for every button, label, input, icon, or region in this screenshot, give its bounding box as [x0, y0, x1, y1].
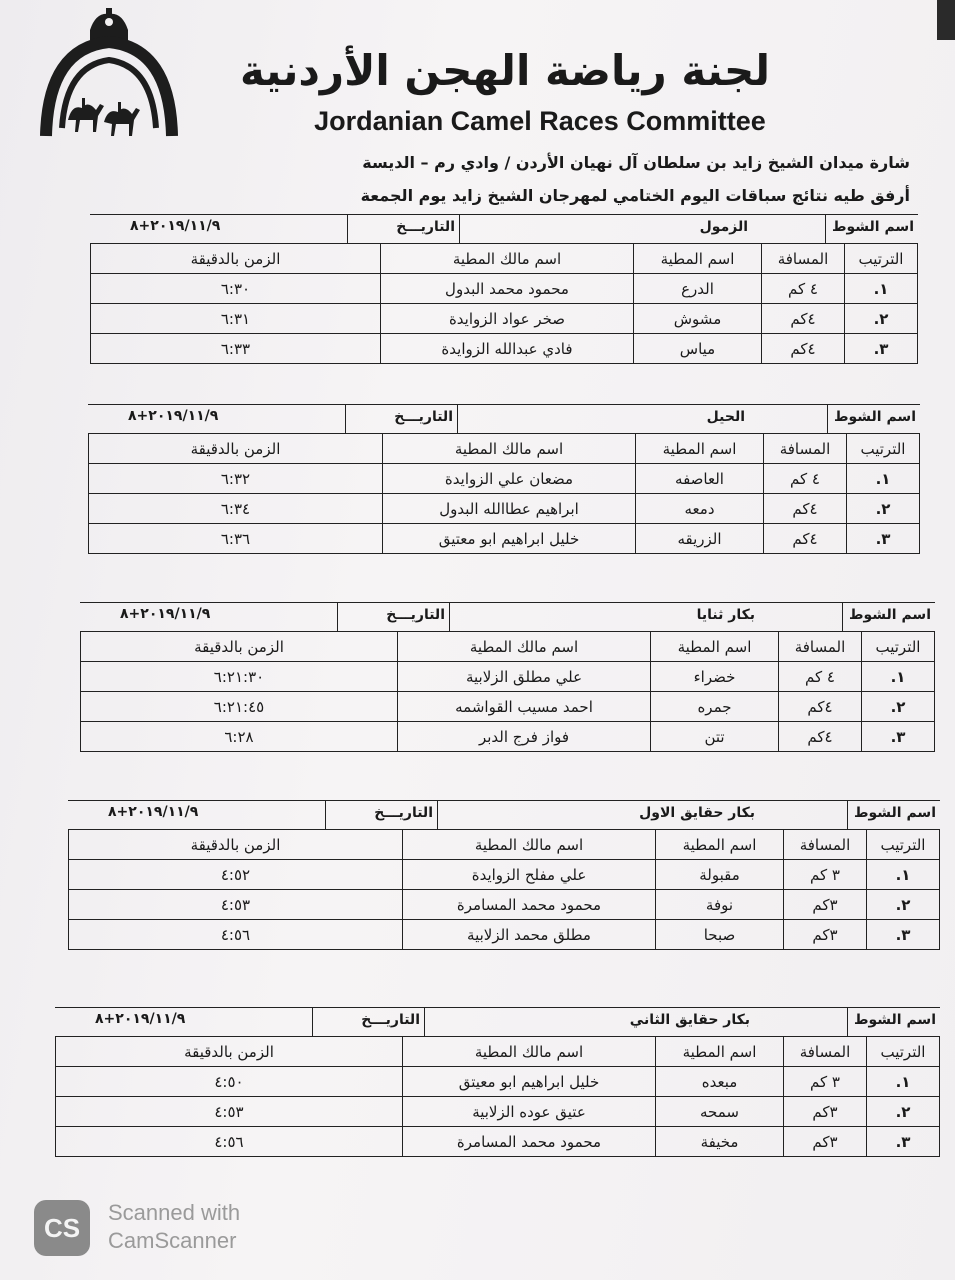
owner-name-cell: محمود محمد المسامرة: [403, 890, 656, 920]
time-cell: ٤:٥٢: [69, 860, 403, 890]
race-name-label: اسم الشوط: [833, 409, 916, 425]
camscanner-watermark: [34, 1198, 274, 1258]
col-time-header: الزمن بالدقيقة: [91, 244, 381, 274]
owner-name-cell: خليل ابراهيم ابو معيتق: [403, 1067, 656, 1097]
col-time-header: الزمن بالدقيقة: [89, 434, 383, 464]
divider: [847, 1008, 848, 1036]
camel-name-cell: مبعده: [656, 1067, 784, 1097]
distance-cell: ٤كم: [762, 304, 845, 334]
rank-cell: ٣.: [862, 722, 935, 752]
time-cell: ٦:٣٣: [91, 334, 381, 364]
race-header-bar: [55, 1007, 940, 1036]
table-header-row: [56, 1037, 940, 1067]
camel-name-cell: جمره: [651, 692, 779, 722]
col-camel-header: اسم المطية: [656, 1037, 784, 1067]
table-row: [56, 1067, 940, 1097]
table-row: [89, 524, 920, 554]
rank-cell: ١.: [845, 274, 918, 304]
col-owner-header: اسم مالك المطية: [403, 1037, 656, 1067]
race-header-bar: [90, 214, 918, 243]
distance-cell: ٣ كم: [784, 1067, 867, 1097]
col-rank-header: الترتيب: [867, 830, 940, 860]
distance-cell: ٤كم: [762, 334, 845, 364]
time-cell: ٤:٥٦: [56, 1127, 403, 1157]
intro-line-2: أرفق طيه نتائج سباقات اليوم الختامي لمهرجان الشيخ زايد يوم الجمعة: [360, 186, 910, 205]
time-cell: ٦:٣١: [91, 304, 381, 334]
owner-name-cell: فواز فرج الدبر: [398, 722, 651, 752]
race-block: [80, 602, 935, 752]
table-row: [89, 494, 920, 524]
col-rank-header: الترتيب: [845, 244, 918, 274]
rank-cell: ٢.: [847, 494, 920, 524]
committee-title-english: Jordanian Camel Races Committee: [314, 106, 766, 136]
col-time-header: الزمن بالدقيقة: [69, 830, 403, 860]
committee-title-arabic: لجنة رياضة الهجن الأردنية: [239, 46, 771, 95]
owner-name-cell: محمود محمد البدول: [381, 274, 634, 304]
date-label: التاريـــخ: [374, 805, 433, 821]
camel-name-cell: مقبولة: [656, 860, 784, 890]
divider: [312, 1008, 313, 1036]
race-block: [88, 404, 920, 554]
col-owner-header: اسم مالك المطية: [398, 632, 651, 662]
camel-name-cell: العاصفه: [636, 464, 764, 494]
distance-cell: ٤ كم: [764, 464, 847, 494]
owner-name-cell: خليل ابراهيم ابو معتيق: [383, 524, 636, 554]
distance-cell: ٤ كم: [762, 274, 845, 304]
time-cell: ٦:٢٨: [81, 722, 398, 752]
camel-name-cell: الزريقه: [636, 524, 764, 554]
rank-cell: ٣.: [847, 524, 920, 554]
col-distance-header: المسافة: [784, 1037, 867, 1067]
divider: [847, 801, 848, 829]
table-row: [81, 692, 935, 722]
table-header-row: [89, 434, 920, 464]
owner-name-cell: مضعان علي الزوايدة: [383, 464, 636, 494]
col-rank-header: الترتيب: [867, 1037, 940, 1067]
race-block: [68, 800, 940, 950]
table-row: [69, 920, 940, 950]
time-cell: ٦:٣٤: [89, 494, 383, 524]
distance-cell: ٤كم: [779, 692, 862, 722]
race-name: الزمول: [699, 219, 748, 235]
time-cell: ٤:٥٣: [69, 890, 403, 920]
col-camel-header: اسم المطية: [651, 632, 779, 662]
distance-cell: ٣كم: [784, 920, 867, 950]
col-camel-header: اسم المطية: [634, 244, 762, 274]
race-name-label: اسم الشوط: [831, 219, 914, 235]
rank-cell: ٣.: [867, 1127, 940, 1157]
race-block: [90, 214, 918, 364]
race-name: الحيل: [706, 409, 745, 425]
owner-name-cell: صخر عواد الزوايدة: [381, 304, 634, 334]
divider: [842, 603, 843, 631]
camel-name-cell: نوفة: [656, 890, 784, 920]
table-row: [56, 1127, 940, 1157]
race-name-label: اسم الشوط: [853, 805, 936, 821]
watermark-line-2: CamScanner: [108, 1228, 237, 1253]
table-row: [56, 1097, 940, 1127]
date-label: التاريـــخ: [394, 409, 453, 425]
divider: [424, 1008, 425, 1036]
time-cell: ٤:٥٦: [69, 920, 403, 950]
camel-name-cell: مياس: [634, 334, 762, 364]
col-distance-header: المسافة: [764, 434, 847, 464]
race-header-bar: [80, 602, 935, 631]
divider: [459, 215, 460, 243]
table-row: [91, 334, 918, 364]
rank-cell: ٣.: [867, 920, 940, 950]
table-header-row: [81, 632, 935, 662]
rank-cell: ٢.: [862, 692, 935, 722]
date-label: التاريـــخ: [386, 607, 445, 623]
rank-cell: ١.: [862, 662, 935, 692]
rank-cell: ٢.: [867, 1097, 940, 1127]
rank-cell: ٣.: [845, 334, 918, 364]
distance-cell: ٤كم: [764, 524, 847, 554]
divider: [437, 801, 438, 829]
distance-cell: ٣كم: [784, 1127, 867, 1157]
col-distance-header: المسافة: [762, 244, 845, 274]
table-row: [69, 860, 940, 890]
distance-cell: ٤كم: [779, 722, 862, 752]
owner-name-cell: مطلق محمد الزلابية: [403, 920, 656, 950]
camscanner-logo-icon: CS: [34, 1200, 90, 1256]
race-name-label: اسم الشوط: [853, 1012, 936, 1028]
col-owner-header: اسم مالك المطية: [403, 830, 656, 860]
race-date: ٢٠١٩/١١/٩+٨: [108, 804, 199, 820]
owner-name-cell: علي مفلح الزوايدة: [403, 860, 656, 890]
race-name: بكار ثنايا: [696, 607, 755, 623]
owner-name-cell: ابراهيم عطاالله البدول: [383, 494, 636, 524]
distance-cell: ٣ كم: [784, 860, 867, 890]
camel-name-cell: الدرع: [634, 274, 762, 304]
letterhead: [30, 8, 920, 148]
camel-name-cell: دمعه: [636, 494, 764, 524]
distance-cell: ٤ كم: [779, 662, 862, 692]
race-name-label: اسم الشوط: [848, 607, 931, 623]
time-cell: ٦:٣٢: [89, 464, 383, 494]
divider: [825, 215, 826, 243]
race-name: بكار حقايق الثاني: [629, 1012, 750, 1028]
results-table: [90, 243, 918, 364]
race-header-bar: [88, 404, 920, 433]
table-row: [91, 274, 918, 304]
table-header-row: [69, 830, 940, 860]
time-cell: ٦:٢١:٣٠: [81, 662, 398, 692]
rank-cell: ١.: [867, 1067, 940, 1097]
camel-name-cell: سمحه: [656, 1097, 784, 1127]
race-block: [55, 1007, 940, 1157]
results-table: [88, 433, 920, 554]
table-row: [89, 464, 920, 494]
binder-clip: [937, 0, 955, 40]
col-time-header: الزمن بالدقيقة: [81, 632, 398, 662]
rank-cell: ١.: [847, 464, 920, 494]
watermark-line-1: Scanned with: [108, 1200, 241, 1225]
table-header-row: [91, 244, 918, 274]
owner-name-cell: عتيق عوده الزلابية: [403, 1097, 656, 1127]
col-camel-header: اسم المطية: [636, 434, 764, 464]
divider: [449, 603, 450, 631]
divider: [325, 801, 326, 829]
rank-cell: ١.: [867, 860, 940, 890]
race-date: ٢٠١٩/١١/٩+٨: [120, 606, 211, 622]
distance-cell: ٤كم: [764, 494, 847, 524]
col-time-header: الزمن بالدقيقة: [56, 1037, 403, 1067]
time-cell: ٦:٣٦: [89, 524, 383, 554]
race-header-bar: [68, 800, 940, 829]
table-row: [81, 662, 935, 692]
rank-cell: ٢.: [867, 890, 940, 920]
committee-logo-icon: [38, 8, 183, 148]
owner-name-cell: فادي عبدالله الزوايدة: [381, 334, 634, 364]
intro-line-1: شارة ميدان الشيخ زايد بن سلطان آل نهيان الأردن / وادي رم – الديسة: [362, 153, 910, 172]
date-label: التاريـــخ: [361, 1012, 420, 1028]
divider: [827, 405, 828, 433]
time-cell: ٤:٥٠: [56, 1067, 403, 1097]
time-cell: ٤:٥٣: [56, 1097, 403, 1127]
race-date: ٢٠١٩/١١/٩+٨: [130, 218, 221, 234]
col-distance-header: المسافة: [779, 632, 862, 662]
camel-name-cell: صبحا: [656, 920, 784, 950]
camel-name-cell: مشوش: [634, 304, 762, 334]
camel-name-cell: تتن: [651, 722, 779, 752]
divider: [347, 215, 348, 243]
distance-cell: ٣كم: [784, 1097, 867, 1127]
col-distance-header: المسافة: [784, 830, 867, 860]
col-owner-header: اسم مالك المطية: [383, 434, 636, 464]
race-date: ٢٠١٩/١١/٩+٨: [95, 1011, 186, 1027]
date-label: التاريـــخ: [396, 219, 455, 235]
divider: [337, 603, 338, 631]
col-camel-header: اسم المطية: [656, 830, 784, 860]
table-row: [81, 722, 935, 752]
race-date: ٢٠١٩/١١/٩+٨: [128, 408, 219, 424]
divider: [345, 405, 346, 433]
camel-name-cell: خضراء: [651, 662, 779, 692]
table-row: [69, 890, 940, 920]
distance-cell: ٣كم: [784, 890, 867, 920]
col-rank-header: الترتيب: [847, 434, 920, 464]
camel-name-cell: مخيفة: [656, 1127, 784, 1157]
divider: [457, 405, 458, 433]
col-rank-header: الترتيب: [862, 632, 935, 662]
owner-name-cell: علي مطلق الزلابية: [398, 662, 651, 692]
rank-cell: ٢.: [845, 304, 918, 334]
owner-name-cell: محمود محمد المسامرة: [403, 1127, 656, 1157]
time-cell: ٦:٢١:٤٥: [81, 692, 398, 722]
owner-name-cell: احمد مسيب القواشمه: [398, 692, 651, 722]
results-table: [68, 829, 940, 950]
race-name: بكار حقايق الاول: [639, 805, 755, 821]
results-table: [55, 1036, 940, 1157]
results-table: [80, 631, 935, 752]
table-row: [91, 304, 918, 334]
col-owner-header: اسم مالك المطية: [381, 244, 634, 274]
time-cell: ٦:٣٠: [91, 274, 381, 304]
